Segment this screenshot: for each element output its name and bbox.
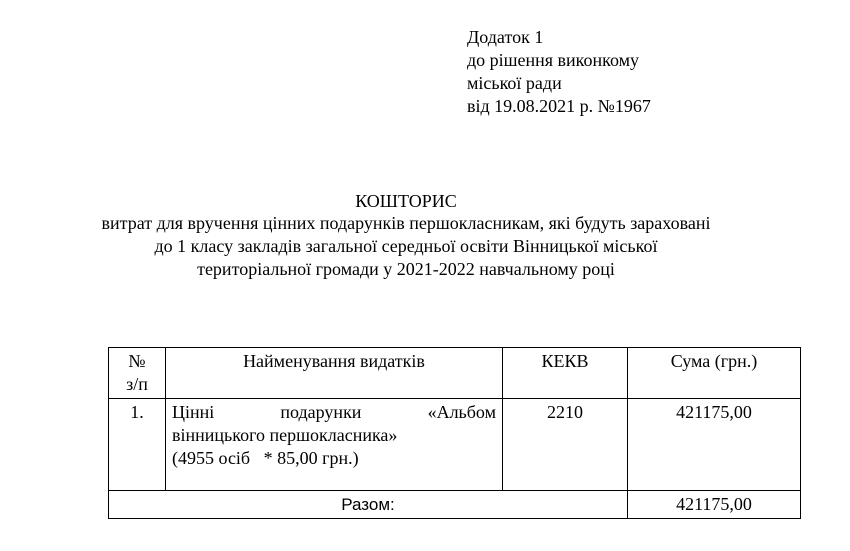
description-word-1: Цінні — [172, 402, 215, 422]
header-sum: Сума (грн.) — [628, 348, 801, 399]
description-word-2: подарунки — [280, 402, 362, 422]
row-number: 1. — [109, 399, 166, 491]
header-number-abbr: з/п — [126, 374, 148, 394]
estimate-table — [108, 347, 801, 519]
table-header-row — [109, 348, 801, 399]
row-kekv: 2210 — [503, 399, 628, 491]
row-description — [166, 399, 503, 491]
header-number-sign: № — [128, 351, 146, 371]
appendix-block — [467, 26, 651, 118]
table-row — [109, 399, 801, 491]
row-sum: 421175,00 — [628, 399, 801, 491]
header-number — [109, 348, 166, 399]
subtitle-line-3: територіальної громади у 2021-2022 навчальному році — [197, 259, 615, 279]
subtitle-line-2: до 1 класу закладів загальної середньої освіти Вінницької міської — [154, 236, 658, 256]
document-subtitle — [100, 212, 712, 281]
header-expense-name: Найменування видатків — [166, 348, 503, 399]
appendix-decision-line: до рішення виконкому — [467, 50, 640, 70]
subtitle-line-1: витрат для вручення цінних подарунків першокласникам, які будуть зараховані — [101, 213, 711, 233]
row-description-line-3: (4955 осіб * 85,00 грн.) — [172, 448, 359, 468]
row-description-line-2: вінницького першокласника» — [172, 425, 398, 445]
total-label: Разом: — [109, 491, 628, 519]
document-title: КОШТОРИС — [355, 191, 457, 211]
appendix-date-line: від 19.08.2021 р. №1967 — [467, 96, 651, 116]
table-total-row — [109, 491, 801, 519]
appendix-title: Додаток 1 — [467, 27, 544, 47]
header-kekv: КЕКВ — [503, 348, 628, 399]
appendix-council-line: міської ради — [467, 73, 562, 93]
row-description-line-1 — [172, 401, 496, 424]
total-sum: 421175,00 — [628, 491, 801, 519]
document-heading — [100, 190, 712, 281]
description-word-3: «Альбом — [427, 402, 496, 422]
